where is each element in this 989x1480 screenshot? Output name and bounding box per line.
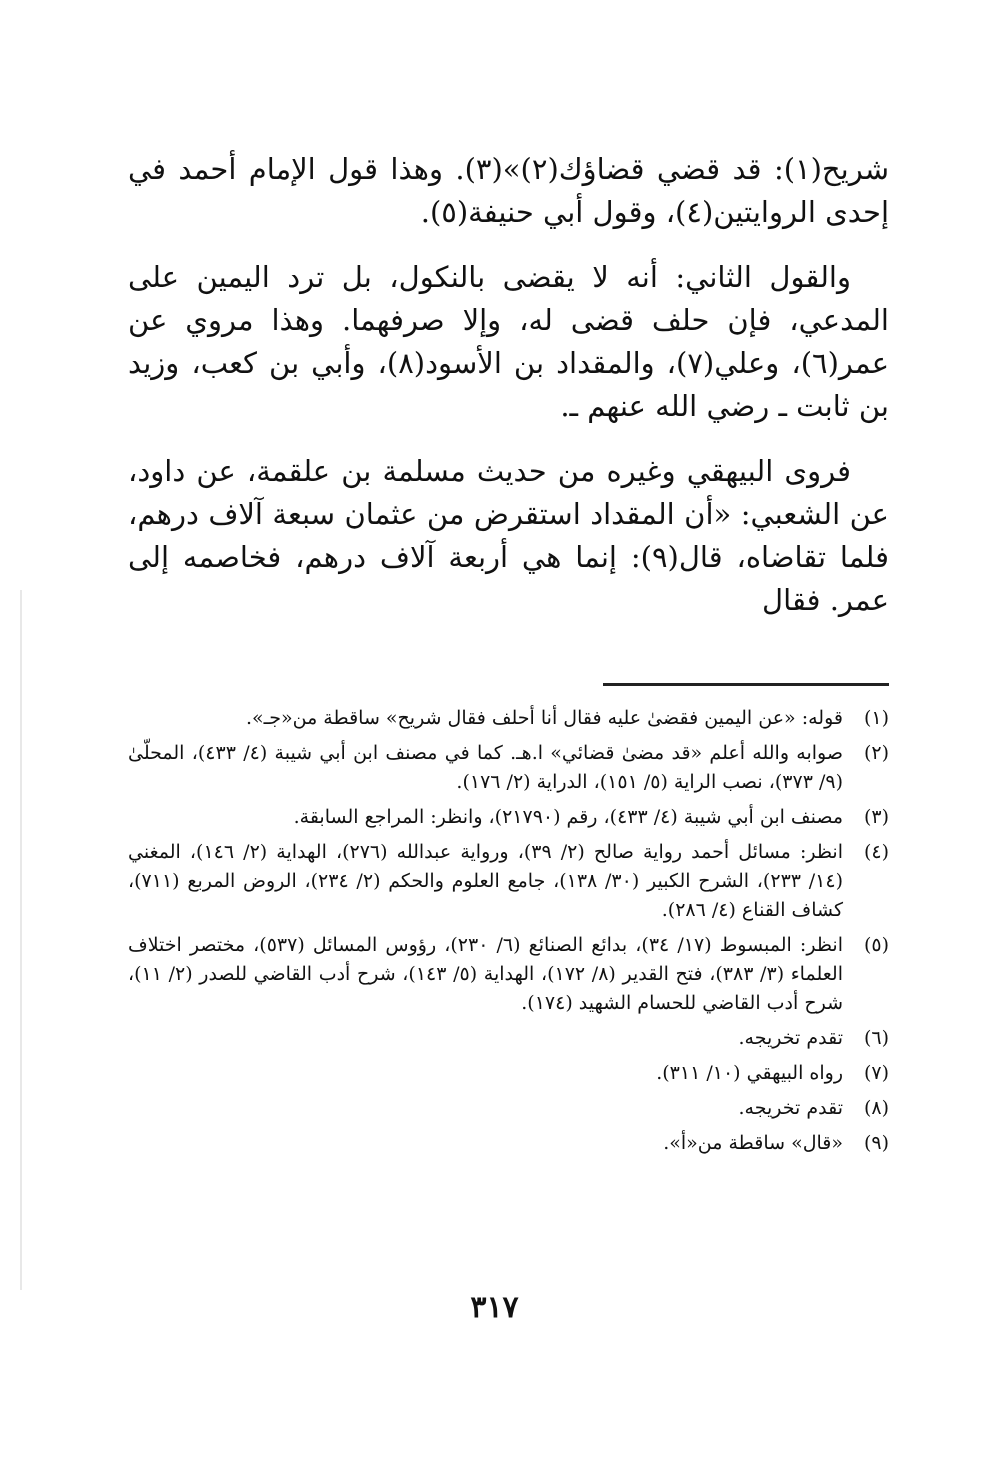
footnote-number: (٣) (863, 806, 889, 828)
footnote (128, 1129, 889, 1158)
footnote (128, 1094, 889, 1123)
footnote-number: (١) (863, 707, 889, 729)
footnote-text: تقدم تخريجه. (738, 1097, 843, 1119)
footnote-text: قوله: «عن اليمين فقضىٰ عليه فقال أنا أحلف فقال شريح» ساقطة من«جـ». (246, 707, 843, 729)
footnote-text: تقدم تخريجه. (738, 1027, 843, 1049)
footnote (128, 739, 889, 797)
footnote-number: (٩) (863, 1132, 889, 1154)
footnote-text: رواه البيهقي (١٠/ ٣١١). (656, 1062, 843, 1084)
footnote (128, 931, 889, 1018)
footnote-number: (٤) (863, 841, 889, 863)
footnote-text: مصنف ابن أبي شيبة (٤/ ٤٣٣)، رقم (٢١٧٩٠)، وانظر: المراجع السابقة. (293, 806, 843, 828)
paragraph-3: فروى البيهقي وغيره من حديث مسلمة بن علقمة، عن داود، عن الشعبي: «أن المقداد استقرض من عثمان سبعة آلاف درهم، فلما تقاضاه، قال(٩): إنما هي أربعة آلاف درهم، فخاصمه إلى عمر. فقال (128, 454, 889, 617)
footnote (128, 1059, 889, 1088)
footnote-text: «قال» ساقطة من«أ». (663, 1132, 843, 1154)
main-text (128, 148, 889, 644)
paragraph-1: شريح(١): قد قضي قضاؤك(٢)»(٣). وهذا قول الإمام أحمد في إحدى الروايتين(٤)، وقول أبي حنيفة(٥). (128, 152, 890, 229)
footnote (128, 704, 889, 733)
footnote-text: انظر: مسائل أحمد رواية صالح (٢/ ٣٩)، ورواية عبدالله (٢٧٦)، الهداية (٢/ ١٤٦)، المغني (١٤/ ٢٣٣)، الشرح الكبير (٣٠/ ١٣٨)، جامع العلوم والحكم (٢/ ٢٣٤)، الروض المربع (٧١١)، كشاف القناع (٤/ ٢٨٦). (128, 841, 843, 921)
footnote (128, 1024, 889, 1053)
footnote-number: (٨) (863, 1097, 889, 1119)
paragraph-2: والقول الثاني: أنه لا يقضى بالنكول، بل ترد اليمين على المدعي، فإن حلف قضى له، وإلا صرفهما. وهذا مروي عن عمر(٦)، وعلي(٧)، والمقداد بن الأسود(٨)، وأبي بن كعب، وزيد بن ثابت ـ رضي الله عنهم ـ. (128, 260, 889, 423)
footnote-number: (٥) (863, 934, 889, 956)
footnote-number: (٢) (863, 742, 889, 764)
footnote-number: (٧) (863, 1062, 889, 1084)
scan-edge-mark (20, 590, 22, 1290)
footnote-text: صوابه والله أعلم «قد مضىٰ قضائي» ا.هـ. كما في مصنف ابن أبي شيبة (٤/ ٤٣٣)، المحلّىٰ (٩/ ٣٧٣)، نصب الراية (٥/ ١٥١)، الدراية (٢/ ١٧٦). (128, 742, 843, 793)
page-number: ٣١٧ (470, 1290, 519, 1325)
footnote-number: (٦) (863, 1027, 889, 1049)
footnote (128, 803, 889, 832)
footnote-separator (603, 683, 889, 686)
footnote (128, 838, 889, 925)
footnotes (128, 704, 889, 1164)
footnote-text: انظر: المبسوط (١٧/ ٣٤)، بدائع الصنائع (٦/ ٢٣٠)، رؤوس المسائل (٥٣٧)، مختصر اختلاف العلماء (٣/ ٣٨٣)، فتح القدير (٨/ ١٧٢)، الهداية (٥/ ١٤٣)، شرح أدب القاضي للصدر (٢/ ١١)، شرح أدب القاضي للحسام الشهيد (١٧٤). (128, 934, 843, 1014)
